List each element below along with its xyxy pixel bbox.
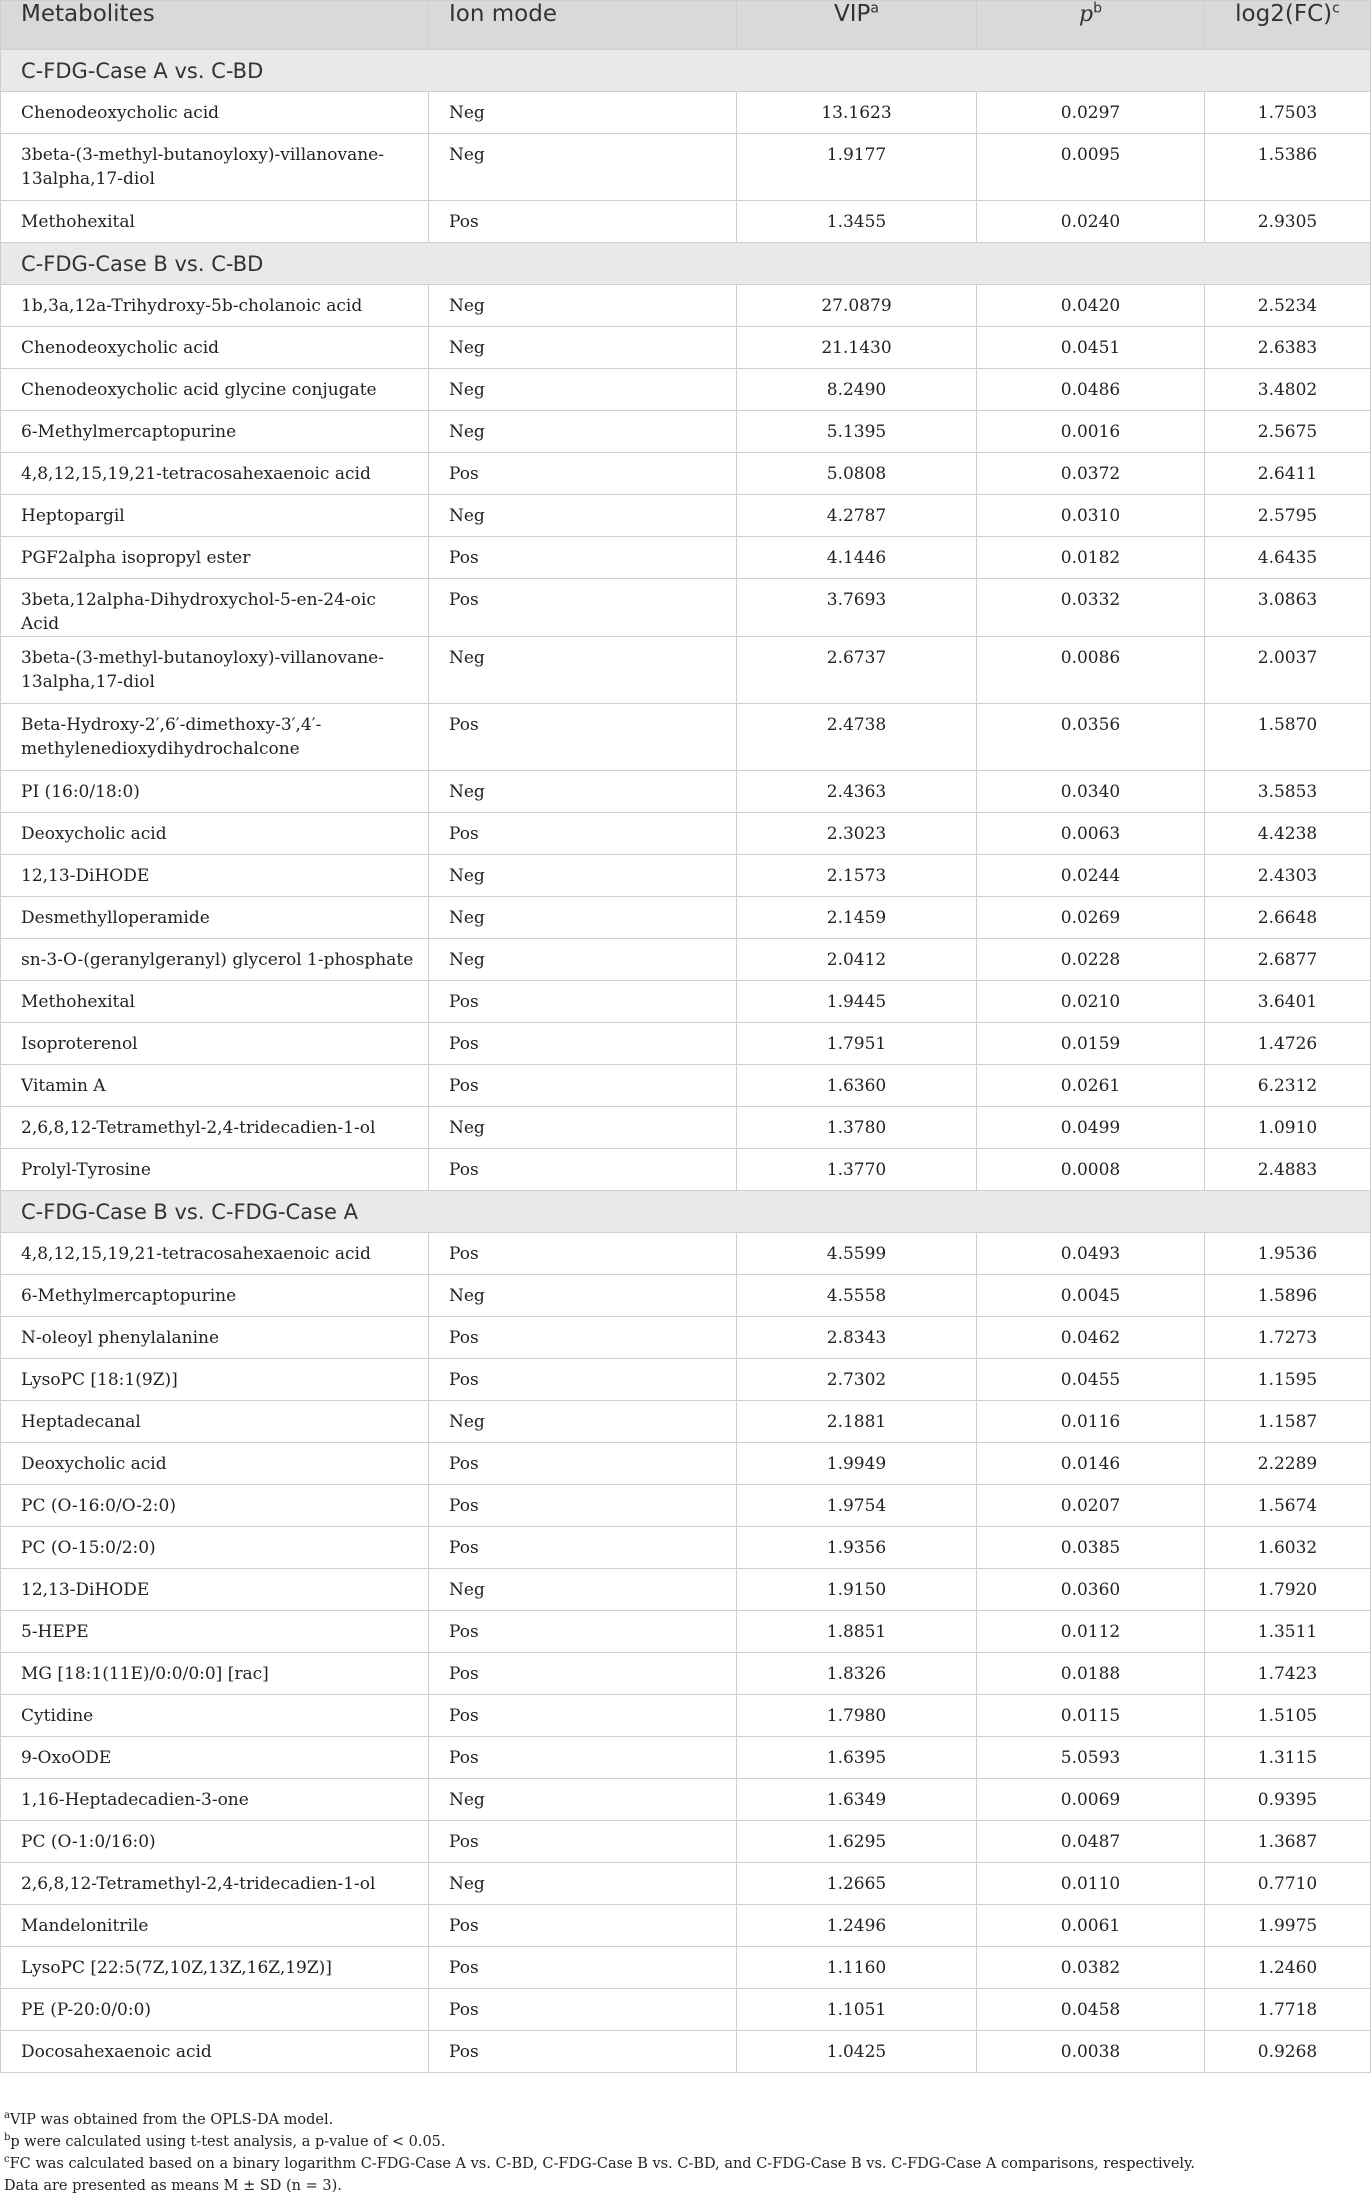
ion-mode-cell: Neg: [429, 1275, 737, 1317]
header-metabolites: Metabolites: [1, 1, 429, 50]
table-row: [1, 1443, 1371, 1485]
vip-cell: 2.1573: [737, 855, 977, 897]
ion-mode-cell: Neg: [429, 855, 737, 897]
vip-cell: 1.9754: [737, 1485, 977, 1527]
footnote-marker: a: [4, 2110, 10, 2122]
metabolite-cell: Docosahexaenoic acid: [1, 2031, 429, 2073]
metabolite-cell: 1b,3a,12a-Trihydroxy-5b-cholanoic acid: [1, 285, 429, 327]
vip-cell: 1.0425: [737, 2031, 977, 2073]
metabolite-cell: 1,16-Heptadecadien-3-one: [1, 1779, 429, 1821]
table-row: [1, 285, 1371, 327]
metabolite-cell: Chenodeoxycholic acid glycine conjugate: [1, 369, 429, 411]
vip-cell: 5.0808: [737, 453, 977, 495]
table-row: [1, 1989, 1371, 2031]
log2fc-cell: 2.6411: [1205, 453, 1371, 495]
vip-cell: 1.9177: [737, 134, 977, 201]
log2fc-cell: 2.5795: [1205, 495, 1371, 537]
vip-cell: 4.5599: [737, 1233, 977, 1275]
table-row: [1, 1863, 1371, 1905]
table-row: [1, 981, 1371, 1023]
log2fc-cell: 1.4726: [1205, 1023, 1371, 1065]
ion-mode-cell: Pos: [429, 1653, 737, 1695]
metabolite-cell: 6-Methylmercaptopurine: [1, 411, 429, 453]
table-row: [1, 201, 1371, 243]
metabolite-cell: 4,8,12,15,19,21-tetracosahexaenoic acid: [1, 453, 429, 495]
log2fc-cell: 1.9975: [1205, 1905, 1371, 1947]
vip-cell: 2.6737: [737, 637, 977, 704]
table-row: [1, 637, 1371, 704]
log2fc-cell: 1.3511: [1205, 1611, 1371, 1653]
metabolite-cell: Heptadecanal: [1, 1401, 429, 1443]
table-row: [1, 537, 1371, 579]
table-row: [1, 1359, 1371, 1401]
metabolite-cell: 4,8,12,15,19,21-tetracosahexaenoic acid: [1, 1233, 429, 1275]
p-value-cell: 0.0340: [977, 771, 1205, 813]
metabolite-cell: PI (16:0/18:0): [1, 771, 429, 813]
section-title: C-FDG-Case B vs. C-FDG-Case A: [1, 1191, 1371, 1233]
header-p: $p^b$: [977, 1, 1205, 50]
metabolite-cell: 3beta-(3-methyl-butanoyloxy)-villanovane-13alpha,17-diol: [1, 134, 429, 201]
metabolite-cell: Deoxycholic acid: [1, 1443, 429, 1485]
vip-cell: 2.3023: [737, 813, 977, 855]
ion-mode-cell: Pos: [429, 1485, 737, 1527]
metabolite-cell: Methohexital: [1, 981, 429, 1023]
table-row: [1, 897, 1371, 939]
ion-mode-cell: Neg: [429, 327, 737, 369]
log2fc-cell: 1.5896: [1205, 1275, 1371, 1317]
metabolite-cell: 2,6,8,12-Tetramethyl-2,4-tridecadien-1-ol: [1, 1107, 429, 1149]
metabolite-cell: Chenodeoxycholic acid: [1, 92, 429, 134]
ion-mode-cell: Pos: [429, 1527, 737, 1569]
vip-cell: 2.1881: [737, 1401, 977, 1443]
vip-cell: 3.7693: [737, 579, 977, 637]
ion-mode-cell: Pos: [429, 453, 737, 495]
p-value-cell: 0.0086: [977, 637, 1205, 704]
vip-cell: 1.3780: [737, 1107, 977, 1149]
ion-mode-cell: Pos: [429, 1023, 737, 1065]
ion-mode-cell: Neg: [429, 92, 737, 134]
metabolite-cell: 2,6,8,12-Tetramethyl-2,4-tridecadien-1-ol: [1, 1863, 429, 1905]
ion-mode-cell: Neg: [429, 939, 737, 981]
ion-mode-cell: Pos: [429, 1149, 737, 1191]
section-header-row: [1, 243, 1371, 285]
vip-cell: 1.8851: [737, 1611, 977, 1653]
p-value-cell: 0.0116: [977, 1401, 1205, 1443]
log2fc-cell: 1.7423: [1205, 1653, 1371, 1695]
table-row: [1, 1401, 1371, 1443]
p-value-cell: 0.0451: [977, 327, 1205, 369]
ion-mode-cell: Neg: [429, 897, 737, 939]
p-value-cell: 0.0016: [977, 411, 1205, 453]
ion-mode-cell: Neg: [429, 369, 737, 411]
vip-cell: 2.4738: [737, 704, 977, 771]
metabolite-cell: sn-3-O-(geranylgeranyl) glycerol 1-phosphate: [1, 939, 429, 981]
ion-mode-cell: Neg: [429, 1107, 737, 1149]
vip-cell: 1.1051: [737, 1989, 977, 2031]
header-ion-mode: Ion mode: [429, 1, 737, 50]
log2fc-cell: 2.5234: [1205, 285, 1371, 327]
section-title: C-FDG-Case B vs. C-BD: [1, 243, 1371, 285]
footnote-marker: c: [4, 2154, 10, 2166]
log2fc-cell: 2.0037: [1205, 637, 1371, 704]
metabolite-cell: LysoPC [22:5(7Z,10Z,13Z,16Z,19Z)]: [1, 1947, 429, 1989]
ion-mode-cell: Neg: [429, 637, 737, 704]
vip-cell: 4.1446: [737, 537, 977, 579]
table-row: [1, 1023, 1371, 1065]
metabolite-cell: 6-Methylmercaptopurine: [1, 1275, 429, 1317]
ion-mode-cell: Neg: [429, 411, 737, 453]
log2fc-cell: 1.3115: [1205, 1737, 1371, 1779]
p-value-cell: 0.0382: [977, 1947, 1205, 1989]
log2fc-cell: 1.5386: [1205, 134, 1371, 201]
vip-cell: 13.1623: [737, 92, 977, 134]
table-row: [1, 1905, 1371, 1947]
footnote-text: p were calculated using t-test analysis, a p-value of < 0.05.: [10, 2134, 446, 2150]
table-row: [1, 813, 1371, 855]
p-value-cell: 0.0061: [977, 1905, 1205, 1947]
table-row: [1, 579, 1371, 637]
log2fc-cell: 3.0863: [1205, 579, 1371, 637]
p-value-cell: 0.0487: [977, 1821, 1205, 1863]
table-row: [1, 495, 1371, 537]
p-value-cell: 0.0240: [977, 201, 1205, 243]
vip-cell: 1.8326: [737, 1653, 977, 1695]
footnote: [4, 2131, 1364, 2153]
p-value-cell: 0.0420: [977, 285, 1205, 327]
ion-mode-cell: Pos: [429, 201, 737, 243]
ion-mode-cell: Neg: [429, 1779, 737, 1821]
metabolite-cell: 9-OxoODE: [1, 1737, 429, 1779]
log2fc-cell: 0.9268: [1205, 2031, 1371, 2073]
table-row: [1, 1485, 1371, 1527]
vip-cell: 1.9445: [737, 981, 977, 1023]
table-header: [1, 1, 1371, 50]
footnote-marker: b: [4, 2132, 11, 2144]
vip-cell: 4.5558: [737, 1275, 977, 1317]
p-value-cell: 0.0310: [977, 495, 1205, 537]
log2fc-cell: 2.5675: [1205, 411, 1371, 453]
vip-cell: 1.6295: [737, 1821, 977, 1863]
ion-mode-cell: Pos: [429, 537, 737, 579]
metabolite-cell: Deoxycholic acid: [1, 813, 429, 855]
ion-mode-cell: Pos: [429, 1695, 737, 1737]
footnote: [4, 2175, 1364, 2197]
log2fc-cell: 1.1587: [1205, 1401, 1371, 1443]
metabolite-cell: Methohexital: [1, 201, 429, 243]
section-title: C-FDG-Case A vs. C-BD: [1, 50, 1371, 92]
log2fc-cell: 1.5674: [1205, 1485, 1371, 1527]
p-value-cell: 0.0493: [977, 1233, 1205, 1275]
header-log2fc: log2(FC)$^c$: [1205, 1, 1371, 50]
ion-mode-cell: Pos: [429, 1317, 737, 1359]
table-row: [1, 1569, 1371, 1611]
ion-mode-cell: Pos: [429, 813, 737, 855]
ion-mode-cell: Pos: [429, 1989, 737, 2031]
p-value-cell: 0.0499: [977, 1107, 1205, 1149]
table-row: [1, 134, 1371, 201]
table-row: [1, 1527, 1371, 1569]
vip-cell: 1.6349: [737, 1779, 977, 1821]
table-row: [1, 1695, 1371, 1737]
table-row: [1, 1653, 1371, 1695]
p-value-cell: 0.0095: [977, 134, 1205, 201]
log2fc-cell: 1.3687: [1205, 1821, 1371, 1863]
p-value-cell: 0.0269: [977, 897, 1205, 939]
p-value-cell: 0.0385: [977, 1527, 1205, 1569]
p-value-cell: 0.0008: [977, 1149, 1205, 1191]
metabolite-cell: PC (O-1:0/16:0): [1, 1821, 429, 1863]
table-row: [1, 369, 1371, 411]
table-row: [1, 92, 1371, 134]
p-value-cell: 0.0115: [977, 1695, 1205, 1737]
footnote-text: FC was calculated based on a binary logarithm C-FDG-Case A vs. C-BD, C-FDG-Case B vs. C-BD, and C-FDG-Case B vs. C-FDG-Case A comparisons, respectively.: [9, 2156, 1195, 2172]
header-vip: VIP$^a$: [737, 1, 977, 50]
log2fc-cell: 2.9305: [1205, 201, 1371, 243]
table-row: [1, 1065, 1371, 1107]
log2fc-cell: 1.2460: [1205, 1947, 1371, 1989]
table-row: [1, 1317, 1371, 1359]
vip-cell: 2.0412: [737, 939, 977, 981]
metabolite-cell: PE (P-20:0/0:0): [1, 1989, 429, 2031]
log2fc-cell: 2.6877: [1205, 939, 1371, 981]
vip-cell: 5.1395: [737, 411, 977, 453]
p-value-cell: 0.0332: [977, 579, 1205, 637]
vip-cell: 1.9150: [737, 1569, 977, 1611]
vip-cell: 1.2496: [737, 1905, 977, 1947]
table-row: [1, 327, 1371, 369]
log2fc-cell: 1.7718: [1205, 1989, 1371, 2031]
p-value-cell: 0.0244: [977, 855, 1205, 897]
vip-cell: 1.6395: [737, 1737, 977, 1779]
ion-mode-cell: Pos: [429, 1065, 737, 1107]
metabolite-cell: PC (O-15:0/2:0): [1, 1527, 429, 1569]
vip-cell: 4.2787: [737, 495, 977, 537]
vip-cell: 2.4363: [737, 771, 977, 813]
metabolite-cell: Vitamin A: [1, 1065, 429, 1107]
ion-mode-cell: Pos: [429, 981, 737, 1023]
metabolite-cell: Prolyl-Tyrosine: [1, 1149, 429, 1191]
ion-mode-cell: Neg: [429, 285, 737, 327]
p-value-cell: 0.0210: [977, 981, 1205, 1023]
log2fc-cell: 2.6648: [1205, 897, 1371, 939]
metabolite-cell: 12,13-DiHODE: [1, 1569, 429, 1611]
table-row: [1, 1149, 1371, 1191]
p-value-cell: 0.0356: [977, 704, 1205, 771]
vip-cell: 1.9949: [737, 1443, 977, 1485]
footnote-text: VIP was obtained from the OPLS-DA model.: [9, 2112, 334, 2128]
table-row: [1, 1107, 1371, 1149]
ion-mode-cell: Pos: [429, 579, 737, 637]
metabolite-cell: 12,13-DiHODE: [1, 855, 429, 897]
log2fc-cell: 1.7920: [1205, 1569, 1371, 1611]
vip-cell: 2.8343: [737, 1317, 977, 1359]
p-value-cell: 0.0146: [977, 1443, 1205, 1485]
p-value-cell: 0.0188: [977, 1653, 1205, 1695]
log2fc-cell: 1.5870: [1205, 704, 1371, 771]
metabolite-cell: N-oleoyl phenylalanine: [1, 1317, 429, 1359]
p-value-cell: 0.0045: [977, 1275, 1205, 1317]
p-value-cell: 0.0159: [977, 1023, 1205, 1065]
p-value-cell: 0.0063: [977, 813, 1205, 855]
log2fc-cell: 1.9536: [1205, 1233, 1371, 1275]
table-row: [1, 1737, 1371, 1779]
vip-cell: 1.6360: [737, 1065, 977, 1107]
table-footnotes: [4, 2109, 1364, 2197]
log2fc-cell: 4.6435: [1205, 537, 1371, 579]
metabolite-cell: 3beta-(3-methyl-butanoyloxy)-villanovane-13alpha,17-diol: [1, 637, 429, 704]
vip-cell: 1.7951: [737, 1023, 977, 1065]
section-header-row: [1, 1191, 1371, 1233]
ion-mode-cell: Pos: [429, 1611, 737, 1653]
ion-mode-cell: Pos: [429, 704, 737, 771]
p-value-cell: 0.0455: [977, 1359, 1205, 1401]
p-value-cell: 0.0486: [977, 369, 1205, 411]
log2fc-cell: 1.6032: [1205, 1527, 1371, 1569]
vip-cell: 1.3770: [737, 1149, 977, 1191]
p-value-cell: 0.0110: [977, 1863, 1205, 1905]
ion-mode-cell: Pos: [429, 1443, 737, 1485]
ion-mode-cell: Neg: [429, 495, 737, 537]
p-value-cell: 0.0228: [977, 939, 1205, 981]
vip-cell: 21.1430: [737, 327, 977, 369]
log2fc-cell: 3.5853: [1205, 771, 1371, 813]
metabolite-cell: LysoPC [18:1(9Z)]: [1, 1359, 429, 1401]
metabolite-cell: Heptopargil: [1, 495, 429, 537]
p-value-cell: 0.0458: [977, 1989, 1205, 2031]
p-value-cell: 0.0112: [977, 1611, 1205, 1653]
table-row: [1, 411, 1371, 453]
log2fc-cell: 0.9395: [1205, 1779, 1371, 1821]
p-value-cell: 0.0372: [977, 453, 1205, 495]
log2fc-cell: 2.6383: [1205, 327, 1371, 369]
metabolite-cell: MG [18:1(11E)/0:0/0:0] [rac]: [1, 1653, 429, 1695]
log2fc-cell: 2.2289: [1205, 1443, 1371, 1485]
vip-cell: 1.2665: [737, 1863, 977, 1905]
p-value-cell: 0.0038: [977, 2031, 1205, 2073]
p-value-cell: 0.0182: [977, 537, 1205, 579]
vip-cell: 1.3455: [737, 201, 977, 243]
table-row: [1, 1233, 1371, 1275]
table-row: [1, 453, 1371, 495]
log2fc-cell: 0.7710: [1205, 1863, 1371, 1905]
vip-cell: 2.7302: [737, 1359, 977, 1401]
log2fc-cell: 6.2312: [1205, 1065, 1371, 1107]
p-value-cell: 0.0297: [977, 92, 1205, 134]
metabolite-cell: Mandelonitrile: [1, 1905, 429, 1947]
metabolite-cell: Cytidine: [1, 1695, 429, 1737]
vip-cell: 1.7980: [737, 1695, 977, 1737]
ion-mode-cell: Pos: [429, 2031, 737, 2073]
ion-mode-cell: Pos: [429, 1233, 737, 1275]
ion-mode-cell: Neg: [429, 134, 737, 201]
table-row: [1, 855, 1371, 897]
metabolite-cell: 5-HEPE: [1, 1611, 429, 1653]
metabolite-cell: Beta-Hydroxy-2′,6′-dimethoxy-3′,4′-methylenedioxydihydrochalcone: [1, 704, 429, 771]
vip-cell: 27.0879: [737, 285, 977, 327]
ion-mode-cell: Pos: [429, 1947, 737, 1989]
table-row: [1, 1947, 1371, 1989]
p-value-cell: 5.0593: [977, 1737, 1205, 1779]
ion-mode-cell: Pos: [429, 1905, 737, 1947]
p-value-cell: 0.0360: [977, 1569, 1205, 1611]
vip-cell: 8.2490: [737, 369, 977, 411]
ion-mode-cell: Neg: [429, 771, 737, 813]
log2fc-cell: 4.4238: [1205, 813, 1371, 855]
metabolite-cell: PGF2alpha isopropyl ester: [1, 537, 429, 579]
section-header-row: [1, 50, 1371, 92]
metabolite-cell: Desmethylloperamide: [1, 897, 429, 939]
metabolite-cell: Chenodeoxycholic acid: [1, 327, 429, 369]
log2fc-cell: 2.4303: [1205, 855, 1371, 897]
metabolite-cell: 3beta,12alpha-Dihydroxychol-5-en-24-oic Acid: [1, 579, 429, 637]
p-value-cell: 0.0207: [977, 1485, 1205, 1527]
ion-mode-cell: Pos: [429, 1737, 737, 1779]
log2fc-cell: 1.0910: [1205, 1107, 1371, 1149]
table-row: [1, 1611, 1371, 1653]
log2fc-cell: 1.1595: [1205, 1359, 1371, 1401]
footnote: [4, 2153, 1364, 2175]
metabolite-cell: Isoproterenol: [1, 1023, 429, 1065]
vip-cell: 1.9356: [737, 1527, 977, 1569]
ion-mode-cell: Neg: [429, 1863, 737, 1905]
footnote-text: Data are presented as means M ± SD (n = 3).: [4, 2178, 342, 2194]
table-row: [1, 1821, 1371, 1863]
vip-cell: 1.1160: [737, 1947, 977, 1989]
p-value-cell: 0.0069: [977, 1779, 1205, 1821]
table-row: [1, 771, 1371, 813]
ion-mode-cell: Neg: [429, 1569, 737, 1611]
log2fc-cell: 1.7503: [1205, 92, 1371, 134]
ion-mode-cell: Pos: [429, 1821, 737, 1863]
log2fc-cell: 1.7273: [1205, 1317, 1371, 1359]
p-value-cell: 0.0261: [977, 1065, 1205, 1107]
table-row: [1, 1275, 1371, 1317]
table-row: [1, 1779, 1371, 1821]
log2fc-cell: 3.4802: [1205, 369, 1371, 411]
table-row: [1, 2031, 1371, 2073]
ion-mode-cell: Neg: [429, 1401, 737, 1443]
log2fc-cell: 3.6401: [1205, 981, 1371, 1023]
log2fc-cell: 2.4883: [1205, 1149, 1371, 1191]
log2fc-cell: 1.5105: [1205, 1695, 1371, 1737]
metabolite-cell: PC (O-16:0/O-2:0): [1, 1485, 429, 1527]
table-row: [1, 939, 1371, 981]
table-body: [1, 50, 1371, 2073]
ion-mode-cell: Pos: [429, 1359, 737, 1401]
p-value-cell: 0.0462: [977, 1317, 1205, 1359]
table-row: [1, 704, 1371, 771]
footnote: [4, 2109, 1364, 2131]
vip-cell: 2.1459: [737, 897, 977, 939]
